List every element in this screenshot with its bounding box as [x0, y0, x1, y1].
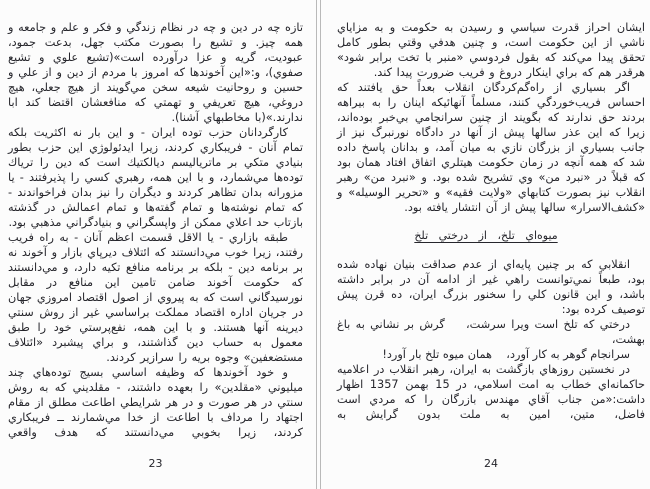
- paragraph: تازه چه در دين و چه در نظام زندگي و فكر و علم و جامعه و همه چيز. و تشيع را بصورت مكتب جهل، بدعت جمود، عبوديت، گريه و عزا درآورده است»(تشيع علوي و تشيع صفوي)، و:«اين آخوندها كه امروز با مردم از دين و از علي و حسين و روحانيت شيعه سخن مي‌گويند از هيچ جعلي، هيچ دروغي، هيچ تعريفي و تهمتي كه منافعشان اقتضا كند ابا ندارند.»(با مخاطبهاي آشنا).: [8, 21, 303, 124]
- left-page-text: [8, 0, 303, 440]
- right-page-text: [333, 0, 646, 422]
- left-page: [8, 0, 303, 489]
- right-page: [333, 0, 646, 489]
- page-number-right: 24: [484, 457, 498, 470]
- paragraph: ايشان احراز قدرت سياسي و رسيدن به حكومت و به مزاياي ناشي از اين حكومت است، و چنين هدفي وقتي بطور كامل تحقق پيدا مي‌كند كه بقول فردوسي «منبر با تخت برابر شود» هرقدر هم كه براي اينكار دروغ و فريب ضرورت پيدا كند.: [337, 21, 645, 79]
- verse-line: سرانجام گوهر به كار آورد، همان ميوه تلخ بار آورد!: [382, 348, 630, 361]
- paragraph: اگر بسياري از راه‌گم‌كردگان انقلاب بعداً حق يافتند كه احساس فريب‌خوردگي كنند، مسلماً آنهائيكه اينان را به بيراهه بردند حق ندارند كه بگويند از چنين سرانجامي بي‌خبر بوده‌اند، زيرا كه اين عذر سالها پيش از آنها در دادگاه نورنبرگ نيز از جانب بسياري از بزرگان نازي به ميان آمد، و بدانان پاسخ داده شد كه همه آنچه در زمان حكومت هيتلري اتفاق افتاد همان بود كه قبلاً در «نبرد من» وي تشريح شده بود. و «نبرد من» رهبر انقلاب نيز بصورت كتابهاي «ولايت فقيه» و «تحرير الوسيله» و «كشف‌الاسرار» سالها پيش از آن انتشار يافته بود.: [337, 81, 645, 214]
- divider-line: [320, 0, 321, 489]
- page-number-left: 23: [148, 457, 163, 470]
- page-divider: [315, 0, 322, 489]
- section-heading: ميوه‌اي تلخ، از درختي تلخ: [414, 229, 558, 242]
- paragraph: و خود آخوندها كه وظيفه اساسي بسيج توده‌هاي چند ميليوني «مقلدين» را بعهده داشتند، - مقلديني كه به روش سنتي در هر صورت و در هر شرايطي اطاعت مطلق از مقام اجتهاد را مرداف با اطاعت از خدا مي‌شمارند ــ فريبكاري كردند، زيرا بخوبي مي‌دانستند كه هدف واقعي: [8, 366, 303, 439]
- paragraph: انقلابي كه بر چنين پايه‌اي از عدم صداقت بنيان نهاده شده بود، طبعاً نمي‌توانست راهي غير از ادامه آن در برابر داشته باشد، و اين قانون كلي را سخنور بزرگ ايران، ده قرن پيش توصيف كرده بود:: [337, 258, 645, 316]
- verse-line: درختي كه تلخ است ويرا سرشت، گرش بر نشاني به باغ بهشت،: [333, 318, 645, 346]
- divider-line: [316, 0, 317, 489]
- paragraph: طبقه بازاري - يا الاقل قسمت اعظم آنان - به راه فريب رفتند، زيرا خوب مي‌دانستند كه ائتلاف ديرپاي بازار و آخوند نه بر برنامه دين - بلكه بر برنامه منافع تكيه دارد، و مي‌دانستند كه حكومت آخوند ضامن تامين اين منافع در مقابل نورسيدگاني است كه به پيروي از اصول اقتصاد امروزي جهان در جريان اداره اقتصاد مملكت براساسي غير از روش سنتي ديرينه آنها هستند. و با اين همه، نفع‌پرستي خود را طبق معمول به حساب دين گذاشتند، و براي پيشبرد «ائتلاف مستضعفين» وجوه بريه را سرازير كردند.: [8, 231, 303, 364]
- paragraph: در نخستين روزهاي بازگشت به ايران، رهبر انقلاب در اعلاميه حاكمانه‌اي خطاب به امت اسلامي، در 15 بهمن 1357 اظهار داشت:«من جناب آقاي مهندس بازرگان را كه مردي است فاضل، متين، امين به ملت بدون گرايش به: [337, 363, 646, 421]
- paragraph: كارگردانان حزب توده ايران - و اين بار نه اكثريت بلكه تمام آنان - فريبكاري كردند، زيرا ايدئولوژي اين حزب بطور بنيادي متكي بر ماترياليسم ديالكتيك است كه دين را ترياك توده‌ها مي‌شمارد، و با اين همه، رهبري كسي را پذيرفتند - يا مزورانه بدان تظاهر كردند و ديگران را نيز بدان فراخواندند - كه تمام نوشته‌ها و تمام گفته‌ها و تمام اعمالش در گذشته بازتاب حد اعلاي ممكن از واپسگراني و بنيادگراني مذهبي بود.: [8, 126, 303, 229]
